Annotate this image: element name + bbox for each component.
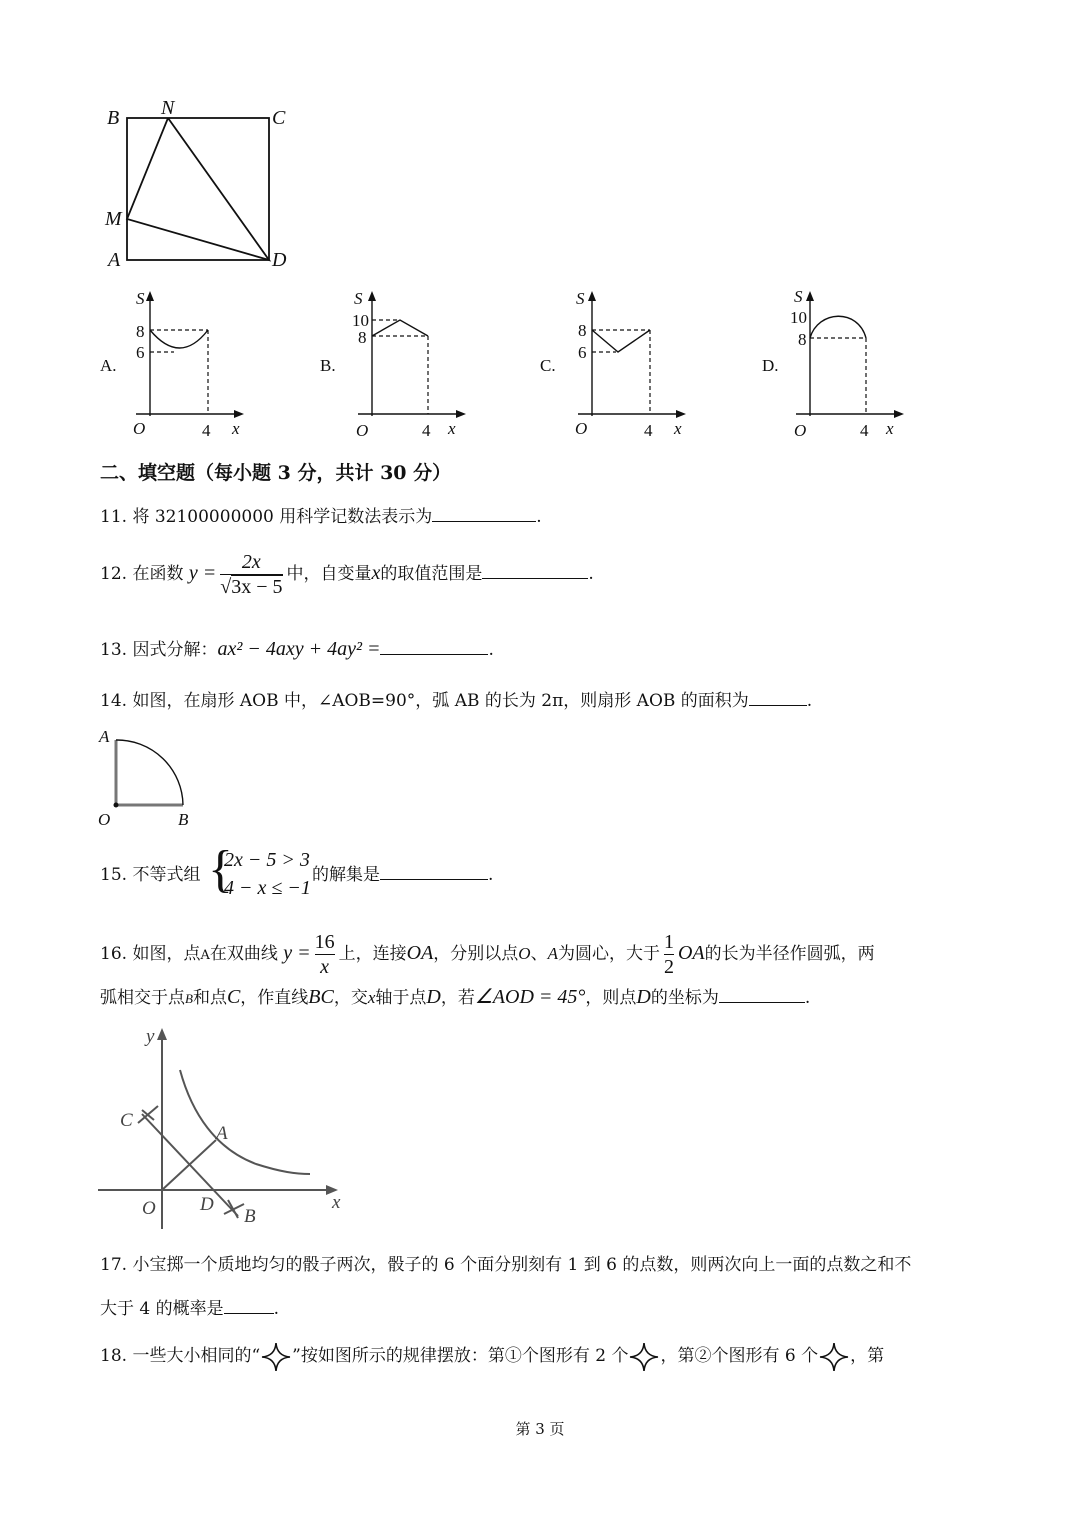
- answer-blank-11[interactable]: [432, 505, 536, 522]
- inequality-system: 2x − 5 > 3 4 − x ≤ −1: [224, 849, 311, 899]
- question-15-prefix: 15. 不等式组: [100, 865, 201, 885]
- svg-text:x: x: [886, 419, 894, 438]
- label-A: A: [108, 249, 121, 271]
- label-M: M: [105, 208, 122, 230]
- svg-text:10: 10: [352, 311, 369, 330]
- option-b-graph: [352, 288, 482, 448]
- svg-text:C: C: [120, 1110, 133, 1131]
- svg-text:O: O: [794, 421, 807, 440]
- question-13: 13. 因式分解：ax² − 4axy + 4ay² = .: [100, 638, 494, 660]
- svg-text:6: 6: [136, 343, 145, 362]
- hyperbola-figure: [96, 1024, 356, 1234]
- label-N: N: [161, 97, 175, 119]
- svg-text:4: 4: [422, 421, 431, 440]
- svg-text:8: 8: [136, 322, 145, 341]
- answer-blank-16[interactable]: [719, 986, 805, 1003]
- option-b-letter: B.: [320, 356, 336, 375]
- option-a-graph: [130, 288, 260, 448]
- label-D: D: [272, 249, 287, 271]
- svg-text:y: y: [146, 1026, 155, 1047]
- answer-blank-17[interactable]: [224, 1297, 274, 1314]
- svg-text:S: S: [136, 289, 145, 308]
- four-point-star-icon: [260, 1341, 292, 1373]
- svg-text:D: D: [200, 1194, 214, 1215]
- sector-figure: [96, 728, 206, 828]
- answer-blank-14[interactable]: [749, 689, 807, 706]
- question-18: 18. 一些大小相同的“ ”按如图所示的规律摆放：第①个图形有 2 个 ，第②个图形有 6 个 ，第: [100, 1340, 884, 1373]
- svg-text:10: 10: [790, 308, 807, 327]
- svg-text:S: S: [794, 287, 803, 306]
- brace: {: [208, 841, 233, 898]
- svg-text:B: B: [178, 810, 189, 829]
- svg-text:O: O: [575, 419, 588, 438]
- label-C: C: [272, 107, 286, 129]
- svg-text:O: O: [133, 419, 146, 438]
- svg-text:6: 6: [578, 343, 587, 362]
- answer-blank-15[interactable]: [380, 863, 488, 880]
- svg-text:8: 8: [358, 328, 367, 347]
- svg-text:O: O: [98, 810, 111, 829]
- svg-text:x: x: [232, 419, 240, 438]
- svg-text:x: x: [448, 419, 456, 438]
- question-15-suffix: 的解集是 .: [312, 865, 494, 885]
- svg-text:S: S: [354, 289, 363, 308]
- svg-text:8: 8: [578, 321, 587, 340]
- svg-text:A: A: [216, 1123, 228, 1144]
- page-footer: 第 3 页: [515, 1420, 565, 1438]
- section-title: 二、填空题（每小题 3 分，共计 30 分）: [100, 462, 452, 484]
- svg-text:8: 8: [798, 330, 807, 349]
- answer-blank-13[interactable]: [380, 638, 488, 655]
- svg-text:A: A: [99, 727, 110, 746]
- square-figure: [100, 97, 300, 271]
- svg-text:S: S: [576, 289, 585, 308]
- question-17-line2: 大于 4 的概率是 .: [100, 1299, 280, 1319]
- svg-text:O: O: [142, 1198, 156, 1219]
- svg-text:4: 4: [202, 421, 211, 440]
- option-c-letter: C.: [540, 356, 556, 375]
- question-16-line1: 16. 如图，点A在双曲线 y = $\frac{16}{x}$ 上，连接OA，分别以点O、A为圆心，大于 $\frac{1}{2}$ OA的长为半径作圆弧，两: [100, 931, 875, 978]
- svg-text:4: 4: [644, 421, 653, 440]
- svg-text:B: B: [244, 1206, 256, 1227]
- four-point-star-icon: [628, 1341, 660, 1373]
- option-d-graph: [790, 288, 920, 448]
- svg-text:O: O: [356, 421, 369, 440]
- option-c-graph: [572, 288, 702, 448]
- option-a-letter: A.: [100, 356, 117, 375]
- svg-text:x: x: [674, 419, 682, 438]
- svg-text:4: 4: [860, 421, 869, 440]
- label-B: B: [107, 107, 120, 129]
- question-11: 11. 将 32100000000 用科学记数法表示为 .: [100, 507, 542, 527]
- svg-text:x: x: [332, 1192, 341, 1213]
- question-12: 12. 在函数 y = $\frac{2x}{√3x - 5}$ 中，自变量x的取值范围是 .: [100, 551, 594, 598]
- question-17-line1: 17. 小宝掷一个质地均匀的骰子两次，骰子的 6 个面分别刻有 1 到 6 的点数，则两次向上一面的点数之和不: [100, 1255, 912, 1275]
- option-d-letter: D.: [762, 356, 779, 375]
- question-16-line2: 弧相交于点B和点C，作直线BC，交x轴于点D，若∠AOD = 45°，则点D的坐标为 .: [100, 986, 811, 1008]
- four-point-star-icon: [818, 1341, 850, 1373]
- answer-blank-12[interactable]: [482, 562, 588, 579]
- question-14: 14. 如图，在扇形 AOB 中，∠AOB=90°，弧 AB 的长为 2π，则扇形 AOB 的面积为 .: [100, 691, 813, 711]
